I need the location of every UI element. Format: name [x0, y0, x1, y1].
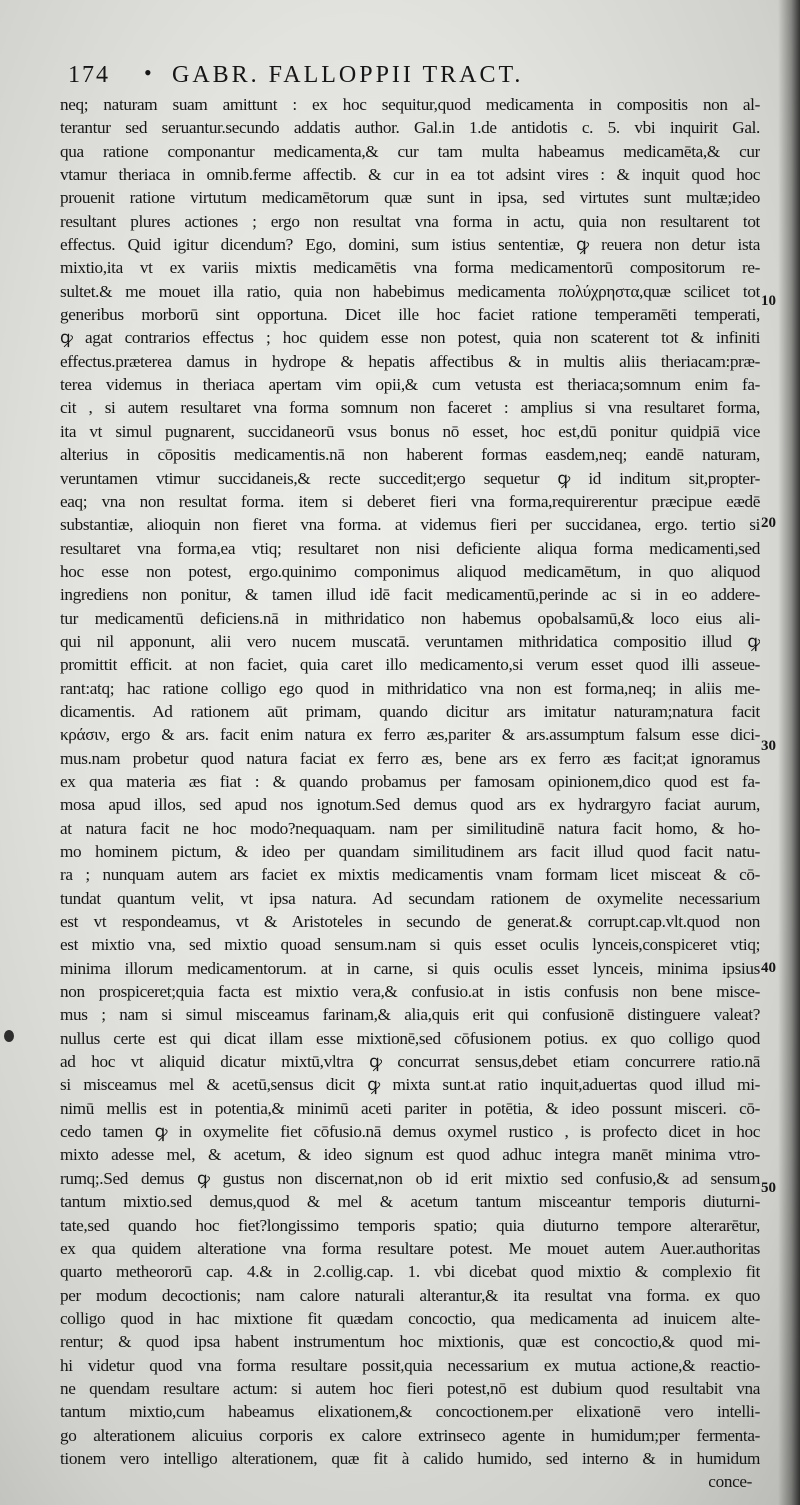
text-line: mixtio,ita vt ex variis mixtis medicamētis vna forma medicamentorū compositorum re- — [60, 258, 760, 278]
text-line: neq; naturam suam amittunt : ex hoc sequitur,quod medicamenta in compositis non al- — [60, 95, 760, 114]
text-line: per modum decoctionis; nam calore naturali alterantur,& ita resultat vna forma. ex quo — [60, 1285, 760, 1305]
text-line: ne quendam resultare actum: si autem hoc fieri potest,nō est dubium quod resultabit vna — [60, 1378, 760, 1398]
ink-spot — [4, 1030, 14, 1042]
text-line: qua ratione componantur medicamenta,& cur tam multa habeamus medicamēta,& cur — [60, 141, 760, 161]
text-line: rant:atq; hac ratione colligo ego quod in mithridatico vna non est forma,neq; in aliis me- — [60, 678, 760, 698]
text-line: resultant plures actiones ; ergo non resultat vna forma in actu, quia non resultarent tot — [60, 211, 760, 231]
text-line: ita vt simul pugnarent, succidaneorū vsus bonus nō esset, hoc est,dū ponitur quidpiā vice — [60, 421, 760, 441]
text-line: hi videtur quod vna forma resultare possit,quia necessarium ex mutua actione,& reactio- — [60, 1355, 760, 1375]
text-line: quarto metheororū cap. 4.& in 2.collig.cap. 1. vbi dicebat quod mixtio & complexio fit — [60, 1262, 760, 1282]
page-number: 174 — [68, 62, 110, 88]
line-number-20: 20 — [761, 515, 776, 531]
text-line: resultaret vna forma,ea vtiq; resultaret non nisi deficiente aliqua forma medicamenti,sed — [60, 538, 760, 558]
text-line: sultet.& me mouet illa ratio, quia non habebimus medicamenta πολύχρηστα,quæ scilicet tot — [60, 281, 760, 301]
text-line: ex qua quidem alteratione vna forma resultare potest. Me mouet autem Auer.authoritas — [60, 1238, 760, 1258]
text-line: effectus.præterea damus in hydrope & hepatis affectibus & in multis aliis theriacam:præ- — [60, 351, 760, 371]
text-line: vtamur theriaca in omnib.ferme affectib. & cur in ea tot adsint vires : & inquit quod hoc — [60, 165, 760, 185]
text-line: non prospiceret;quia facta est mixtio vera,& confusio.at in istis confusis non bene misce- — [60, 982, 760, 1002]
text-line: nullus certe est qui dicat illam esse mixtionē,sed cōfusionem potius. ex quo colligo quod — [60, 1028, 760, 1048]
line-number-30: 30 — [761, 738, 776, 754]
text-line: alterius in cōpositis medicamentis.nā non haberent formas easdem,neq; eandē naturam, — [60, 445, 760, 465]
text-line: est mixtio vna, sed mixtio quoad sensum.nam si quis esset oculis lynceis,conspiceret vtiq; — [60, 935, 760, 955]
running-title: GABR. FALLOPPII TRACT. — [172, 62, 524, 88]
text-line: κράσιν, ergo & ars. facit enim natura ex ferro æs,pariter & ars.assumptum falsum esse dici- — [60, 725, 760, 745]
line-number-50: 50 — [761, 1180, 776, 1196]
text-line: est vt respondeamus, vt & Aristoteles in secundo de generat.& corrupt.cap.vlt.quod non — [60, 912, 760, 932]
text-line: at natura facit ne hoc modo?nequaquam. nam per similitudinē natura facit homo, & ho- — [60, 818, 760, 838]
catchword: conce- — [708, 1472, 752, 1492]
text-line: tionem vero intelligo alterationem, quæ fit à calido humido, sed interno & in humidum — [60, 1448, 760, 1468]
text-line: generibus morborū sint opportuna. Dicet ille hoc faciet ratione temperamēti temperati, — [60, 305, 760, 325]
text-line: rumq;.Sed demus ꝙ gustus non discernat,non ob id erit mixtio sed confusio,& ad sensum — [60, 1168, 760, 1188]
text-line: cit , si autem resultaret vna forma somnum non faceret : amplius si vna resultaret forma, — [60, 398, 760, 418]
text-line: ad hoc vt aliquid dicatur mixtū,vltra ꝙ concurrat sensus,debet etiam concurrere ratio.nā — [60, 1052, 760, 1072]
body-text — [60, 93, 760, 1494]
text-line: terantur sed seruantur.secundo addatis author. Gal.in 1.de antidotis c. 5. vbi inquirit Gal. — [60, 118, 760, 138]
ornament-dot: • — [144, 60, 154, 85]
text-line: si misceamus mel & acetū,sensus dicit ꝙ mixta sunt.at ratio inquit,aduertas quod illud mi- — [60, 1075, 760, 1095]
text-line: substantiæ, alioquin non fieret vna forma. at videmus fieri per succidanea, ergo. tertio si — [60, 515, 760, 535]
text-line: promittit efficit. at non faciet, quia caret illo medicamento,si verum esset quod illi asseue- — [60, 655, 760, 675]
text-line: go alterationem alicuius corporis ex calore extrinseco agente in humidum;per fermenta- — [60, 1425, 760, 1445]
text-line: tate,sed quando hoc fiet?longissimo temporis spatio; quia diuturno tempore alterarētur, — [60, 1215, 760, 1235]
text-line: nimū mellis est in potentia,& minimū aceti pariter in potētia, & ideo possunt misceri. cō- — [60, 1098, 760, 1118]
text-line: ra ; nunquam autem ars faciet ex mixtis medicamentis vnam formam licet misceat & cō- — [60, 865, 760, 885]
line-number-10: 10 — [761, 293, 776, 309]
text-line: mo hominem pictum, & ideo per quandam similitudinem ars facit illud quod facit natu- — [60, 842, 760, 861]
text-line: eaq; vna non resultat forma. item si deberet fieri vna forma,requirerentur præcipue eædē — [60, 491, 760, 511]
text-line: tantum mixtio,cum habeamus elixationem,& concoctionem.per elixationē vero intelli- — [60, 1402, 760, 1422]
text-line: mus.nam probetur quod natura faciat ex ferro æs, bene ars ex ferro æs facit;at ignoramus — [60, 748, 760, 768]
text-line: tantum mixtio.sed demus,quod & mel & acetum tantum misceantur temporis diuturni- — [60, 1192, 760, 1212]
text-line: colligo quod in hac mixtione fit quædam concoctio, qua medicamenta ad inuicem alte- — [60, 1308, 760, 1328]
text-line: tur medicamentū deficiens.nā in mithridatico non habemus opobalsamū,& loco eius ali- — [60, 608, 760, 628]
text-line: ingrediens non ponitur, & tamen illud idē facit medicamentū,perinde ac si in eo addere- — [60, 585, 760, 605]
text-line: minima illorum medicamentorum. at in carne, si quis oculis esset lynceis, minima ipsius — [60, 958, 760, 978]
text-line: hoc esse non potest, ergo.quinimo componimus aliquod medicamētum, in quo aliquod — [60, 561, 760, 581]
text-line: cedo tamen ꝙ in oxymelite fiet cōfusio.nā demus oxymel rustico , is profecto dicet in hoc — [60, 1122, 760, 1142]
text-line: ꝙ agat contrarios effectus ; hoc quidem esse non potest, quia non scaterent tot & infiniti — [60, 328, 760, 348]
text-line: qui nil apponunt, alii vero nucem muscatā. veruntamen mithridatica compositio illud ꝙ — [60, 631, 760, 651]
text-line: mixto adesse mel, & acetum, & ideo signum est quod adhuc integra manēt minima vtro- — [60, 1145, 760, 1165]
text-line: dicamentis. Ad rationem aūt primam, quando dicitur ars imitatur naturam;natura facit — [60, 701, 760, 721]
text-line: prouenit ratione virtutum medicamētorum quæ sunt in ipsa, sed virtutes sunt multæ;ideo — [60, 188, 760, 208]
text-line: effectus. Quid igitur dicendum? Ego, domini, sum istius sententiæ, ꝙ reuera non detur ista — [60, 235, 760, 255]
text-line: mus ; nam si simul misceamus farinam,& alia,quis erit qui confusionē distinguere valeat? — [60, 1005, 760, 1025]
text-line: rentur; & quod ipsa habent instrumentum hoc mixtionis, quæ est concoctio,& quod mi- — [60, 1332, 760, 1352]
running-head — [68, 62, 758, 96]
text-line: veruntamen vtimur succidaneis,& recte succedit;ergo sequetur ꝙ id inditum sit,propter- — [60, 468, 760, 488]
text-line: ex qua materia æs fiat : & quando probamus per famosam opinionem,dico quod est fa- — [60, 771, 760, 791]
line-number-40: 40 — [761, 960, 776, 976]
text-line: mosa apud illos, sed apud nos ignotum.Sed demus quod ars ex hydrargyro faciat aurum, — [60, 795, 760, 815]
text-line: tundat quantum velit, vt ipsa natura. Ad secundam rationem de oxymelite necessarium — [60, 888, 760, 908]
binding-gutter-shadow — [778, 0, 800, 1505]
text-line: terea videmus in theriaca apertam vim opii,& cum vetusta est theriaca;somnum enim fa- — [60, 375, 760, 395]
